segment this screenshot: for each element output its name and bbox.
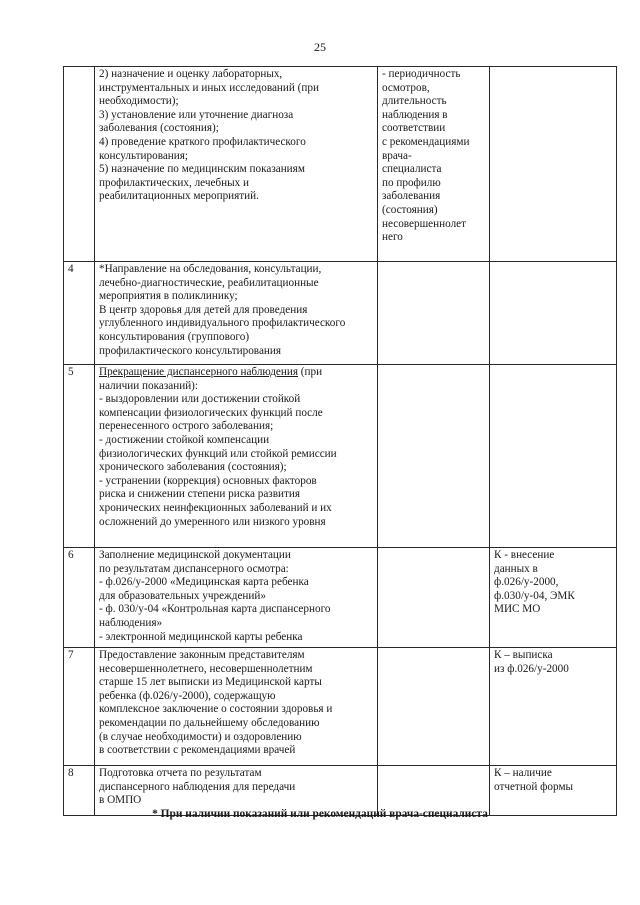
action-text-line: 4) проведение краткого профилактического [99,135,306,148]
control-cell [490,365,617,548]
action-text-line: инструментальных и иных исследований (при [99,81,319,94]
action-text-line: профилактических, лечебных и [99,176,250,189]
action-text-line: 5) назначение по медицинским показаниям [99,163,305,176]
action-text-line: - устранении (коррекция) основных факторов [99,474,317,487]
control-text-line: МИС МО [494,603,541,616]
action-text-line: компенсации физиологических функций после [99,406,323,419]
action-text-line: необходимости); [99,95,179,108]
action-text-line: Заполнение медицинской документации [99,549,291,561]
action-text-line: (в случае необходимости) и оздоровлению [99,730,302,743]
action-text-line: риска и снижении степени риска развития [99,488,300,501]
control-cell [490,262,617,365]
periodicity-text-line: (состояния) [382,203,438,216]
action-text-line: консультирования; [99,149,189,162]
row-number: 5 [64,365,95,548]
action-text-line: комплексное заключение о состоянии здоровья и [99,703,333,716]
action-text-line: реабилитационных мероприятий. [99,190,259,203]
control-cell [490,648,617,766]
row-number: 8 [64,766,95,816]
table-body [64,67,617,816]
monitoring-table [63,66,617,816]
control-text-line: данных в [494,562,538,575]
action-text-line: в соответствии с рекомендациями врачей [99,744,296,757]
action-text-line: для образовательных учреждений» [99,589,266,602]
table-row [64,262,617,365]
control-text-line: К - внесение [494,549,555,561]
action-text-line: старше 15 лет выписки из Медицинской карты [99,676,322,689]
control-text-line: ф.030/у-04, ЭМК [494,589,575,602]
action-text-line: рекомендации по дальнейшему обследованию [99,716,320,729]
action-cell [95,365,378,548]
periodicity-cell [378,648,490,766]
action-text-line: - выздоровлении или достижении стойкой [99,393,301,406]
action-text-line: - электронной медицинской карты ребенка [99,630,303,643]
table-row [64,648,617,766]
action-text-line: углубленного индивидуального профилактического [99,317,346,330]
action-cell [95,548,378,648]
action-cell [95,67,378,262]
periodicity-cell [378,365,490,548]
action-text-line: 3) установление или уточнение диагноза [99,108,294,121]
table-row [64,548,617,648]
row-number: 4 [64,262,95,365]
control-text-line: К – выписка [494,649,553,661]
action-title-suffix: (при [298,366,323,378]
action-title: Прекращение диспансерного наблюдения [99,366,298,378]
action-text-line: консультирования (группового) [99,330,250,343]
control-cell [490,548,617,648]
action-text-line: В центр здоровья для детей для проведения [99,303,308,316]
action-text-line: 2) назначение и оценку лабораторных, [99,68,283,80]
periodicity-text-line: специалиста [382,163,442,176]
action-text-line: хронических неинфекционных заболеваний и их [99,501,332,514]
row-number: 7 [64,648,95,766]
periodicity-text-line: осмотров, [382,81,430,94]
action-text-line: заболевания (состояния); [99,122,219,135]
action-text-line: - достижении стойкой компенсации [99,433,270,446]
action-text-line: хронического заболевания (состояния); [99,461,287,474]
footnote: * При наличии показаний или рекомендаций врача-специалиста [152,808,488,820]
periodicity-text-line: заболевания [382,190,441,203]
action-cell [95,262,378,365]
table-row [64,365,617,548]
periodicity-cell [378,548,490,648]
periodicity-text-line: с рекомендациями [382,135,470,148]
action-text-line: *Направление на обследования, консультации, [99,263,322,275]
action-title-line [99,366,374,380]
periodicity-text-line: наблюдения в [382,108,448,121]
row-number: 6 [64,548,95,648]
row-number [64,67,95,262]
periodicity-text-line: соответствии [382,122,446,135]
action-text-line: Предоставление законным представителям [99,649,305,661]
action-text-line: осложнений до умеренного или низкого уровня [99,515,326,528]
periodicity-text-line: врача- [382,149,412,162]
action-text-line: Подготовка отчета по результатам [99,767,262,779]
action-text-line: в ОМПО [99,794,142,807]
table-row [64,67,617,262]
action-text-line: - ф.026/у-2000 «Медицинская карта ребенка [99,576,309,589]
page-number: 25 [314,40,326,54]
action-text-line: наблюдения» [99,616,163,629]
control-text-line: отчетной формы [494,780,574,793]
action-text-line: мероприятия в поликлинику; [99,290,238,303]
control-text-line: К – наличие [494,767,552,779]
action-text-line: физиологических функций или стойкой ремиссии [99,447,337,460]
periodicity-text-line: по профилю [382,176,441,189]
action-text-line: диспансерного наблюдения для передачи [99,780,296,793]
action-text-line: лечебно-диагностические, реабилитационные [99,276,319,289]
periodicity-cell [378,67,490,262]
periodicity-text-line: несовершеннолет [382,217,467,230]
action-text-line: наличии показаний): [99,379,199,392]
action-cell [95,648,378,766]
periodicity-text-line: - периодичность [382,68,461,80]
action-text-line: несовершеннолетнего, несовершеннолетним [99,662,313,675]
periodicity-text-line: длительность [382,95,447,108]
action-text-line: - ф. 030/у-04 «Контрольная карта диспансерного [99,603,331,616]
control-text-line: из ф.026/у-2000 [494,662,569,675]
action-text-line: по результатам диспансерного осмотра: [99,562,289,575]
action-text-line: перенесенного острого заболевания; [99,420,274,433]
action-text-line: профилактического консультирования [99,344,282,357]
control-text-line: ф.026/у-2000, [494,576,559,589]
periodicity-cell [378,262,490,365]
action-text-line: ребенка (ф.026/у-2000), содержащую [99,689,276,702]
periodicity-text-line: него [382,231,403,244]
control-cell [490,67,617,262]
